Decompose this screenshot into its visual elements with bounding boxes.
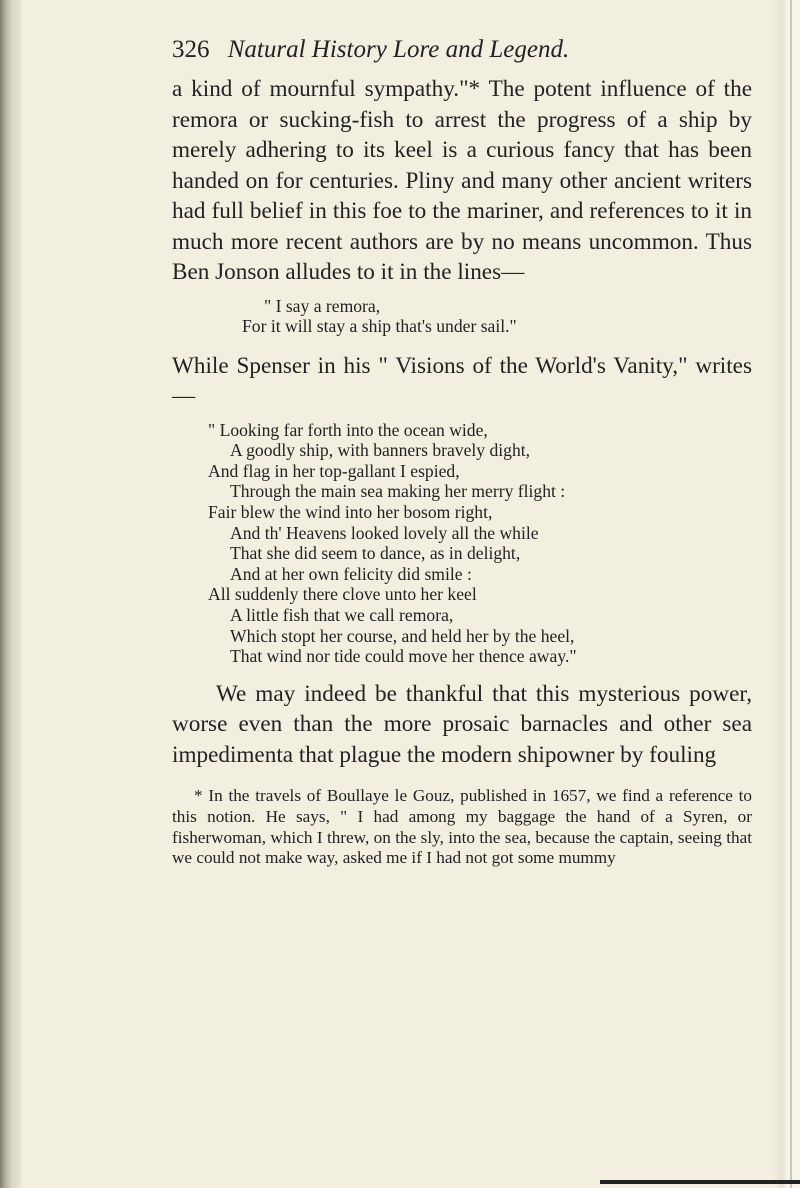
- verse-line: Which stopt her course, and held her by the heel,: [230, 625, 575, 646]
- page-edge: [774, 0, 800, 1188]
- verse-line: A little fish that we call remora,: [230, 605, 454, 626]
- verse-line: " I say a remora,: [264, 295, 381, 316]
- book-spine-shadow: [0, 0, 22, 1188]
- page-bottom-rule: [600, 1180, 800, 1184]
- running-title: Natural History Lore and Legend.: [227, 36, 570, 63]
- verse-line: And th' Heavens looked lovely all the while: [230, 522, 539, 543]
- verse-line: And flag in her top-gallant I espied,: [208, 460, 460, 481]
- verse-line: And at her own felicity did smile :: [230, 563, 472, 584]
- verse-line: Through the main sea making her merry flight :: [230, 481, 566, 502]
- verse-line: That wind nor tide could move her thence away.": [230, 646, 577, 667]
- footnote: * In the travels of Boullaye le Gouz, published in 1657, we find a reference to this notion. He says, " I had among my baggage the hand of a Syren, or fisherwoman, which I threw, on the sly, into the sea, because the captain, seeing that we could not make way, asked me if I had not got some mummy: [172, 786, 752, 868]
- verse-line: Fair blew the wind into her bosom right,: [208, 502, 493, 523]
- paragraph-1: a kind of mournful sympathy."* The potent influence of the remora or sucking-fish to arrest the progress of a ship by merely adhering to its keel is a curious fancy that has been handed on for centuries. Pliny and many other ancient writers had full belief in this foe to the mariner, and references to it in much more recent authors are by no means uncommon. Thus Ben Jonson alludes to it in the lines—: [172, 76, 752, 285]
- paragraph-2: While Spenser in his " Visions of the World's Vanity," writes—: [172, 352, 752, 410]
- verse-line: For it will stay a ship that's under sail.": [242, 316, 517, 337]
- paragraph-3: We may indeed be thankful that this mysterious power, worse even than the more prosaic barnacles and other sea impedimenta that plague the modern shipowner by fouling: [172, 680, 752, 768]
- verse-line: " Looking far forth into the ocean wide,: [208, 419, 488, 440]
- verse-line: A goodly ship, with banners bravely dight,: [230, 440, 531, 461]
- book-page: [172, 36, 752, 886]
- verse-line: That she did seem to dance, as in delight,: [230, 543, 521, 564]
- quote-ben-jonson: [172, 296, 752, 337]
- page-edge-line: [790, 0, 792, 1188]
- verse-line: All suddenly there clove unto her keel: [208, 584, 477, 605]
- quote-spenser: [172, 420, 752, 667]
- page-number: 326: [172, 36, 210, 63]
- running-header: [172, 36, 752, 64]
